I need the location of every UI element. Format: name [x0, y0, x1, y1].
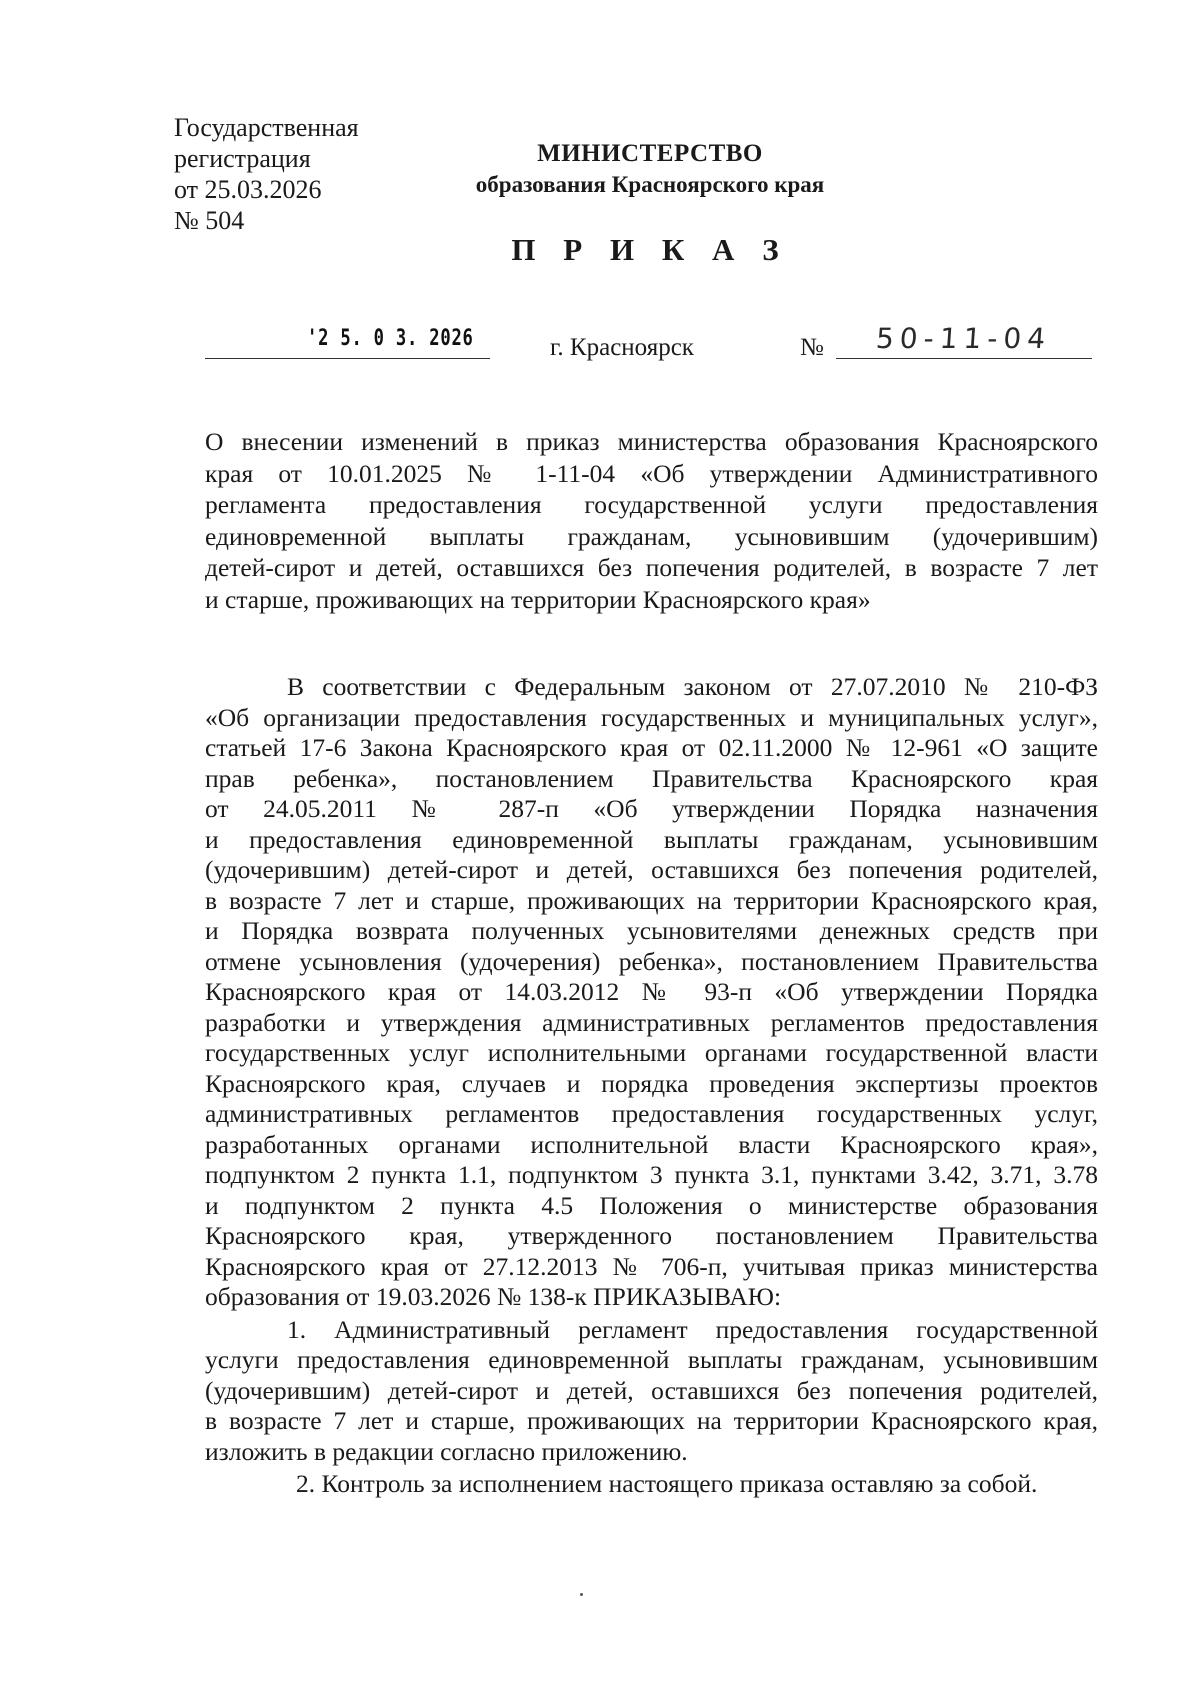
order-body	[205, 672, 1098, 1500]
ministry-title: МИНИСТЕРСТВО	[537, 140, 763, 167]
body-line: разработки и утверждения административных регламентов предоставления	[205, 1007, 1098, 1037]
item-line: услуги предоставления единовременной выплаты гражданам, усыновившим	[205, 1345, 1098, 1374]
date-field	[205, 328, 490, 359]
body-line: подпунктом 2 пункта 1.1, подпунктом 3 пункта 3.1, пунктами 3.42, 3.71, 3.78	[205, 1160, 1098, 1189]
registration-line: Государственная	[174, 113, 359, 142]
body-line: и предоставления единовременной выплаты гражданам, усыновившим	[205, 824, 1098, 854]
body-line: и Порядка возврата полученных усыновителями денежных средств при	[205, 916, 1098, 945]
registration-line: регистрация	[174, 144, 311, 173]
item-line: в возрасте 7 лет и старше, проживающих на территории Красноярского края,	[205, 1406, 1098, 1435]
body-line: «Об организации предоставления государственных и муниципальных услуг»,	[205, 702, 1098, 732]
item-line: изложить в редакции согласно приложению.	[205, 1436, 688, 1466]
subject-line: регламента предоставления государственной услуги предоставления	[205, 490, 1098, 519]
body-line: статьей 17-6 Закона Красноярского края от 02.11.2000 № 12-961 «О защите	[205, 733, 1098, 762]
registration-date: от 25.03.2026	[174, 175, 322, 204]
order-date-stamp: '2 5. 0 3. 2026	[307, 326, 474, 351]
subject-line: детей-сирот и детей, оставшихся без попечения родителей, в возрасте 7 лет	[205, 553, 1098, 582]
item-line: (удочерившим) детей-сирот и детей, оставшихся без попечения родителей,	[205, 1375, 1098, 1405]
body-line: Красноярского края, утвержденного постановлением Правительства	[205, 1221, 1098, 1250]
order-number-handwritten: 50-11-04	[874, 322, 1053, 355]
body-line: (удочерившим) детей-сирот и детей, оставшихся без попечения родителей,	[205, 855, 1098, 884]
registration-number: № 504	[174, 206, 245, 235]
city-name: г. Красноярск	[550, 334, 694, 361]
scan-speck	[580, 1593, 583, 1596]
body-line: в возрасте 7 лет и старше, проживающих на территории Красноярского края,	[205, 885, 1098, 915]
item-line: 2. Контроль за исполнением настоящего приказа оставляю за собой.	[296, 1469, 1038, 1498]
subject-line: края от 10.01.2025 № 1-11-04 «Об утверждении Административного	[205, 458, 1098, 488]
body-line: государственных услуг исполнительными органами государственной власти	[205, 1038, 1098, 1067]
body-line: В соответствии с Федеральным законом от 27.07.2010 № 210-ФЗ	[287, 672, 1098, 701]
document-type-title: П Р И К А З	[511, 232, 789, 267]
item-line: 1. Административный регламент предоставления государственной	[287, 1314, 1098, 1344]
body-line: Красноярского края, случаев и порядка проведения экспертизы проектов	[205, 1068, 1098, 1098]
order-item-2	[205, 1469, 1098, 1500]
body-line: отмене усыновления (удочерения) ребенка», постановлением Правительства	[205, 946, 1098, 976]
body-line: Красноярского края от 14.03.2012 № 93-п «Об утверждении Порядка	[205, 977, 1098, 1006]
body-line: административных регламентов предоставления государственных услуг,	[205, 1099, 1098, 1128]
body-line: и подпунктом 2 пункта 4.5 Положения о министерстве образования	[205, 1190, 1098, 1220]
subject-line: и старше, проживающих на территории Красноярского края»	[205, 584, 871, 614]
body-line: Красноярского края от 27.12.2013 № 706-п, учитывая приказ министерства	[205, 1251, 1098, 1281]
subject-line: О внесении изменений в приказ министерства образования Красноярского	[205, 427, 1098, 456]
body-line: от 24.05.2011 № 287-п «Об утверждении Порядка назначения	[205, 794, 1098, 823]
body-line: прав ребенка», постановлением Правительства Красноярского края	[205, 763, 1098, 793]
order-item-1	[205, 1315, 1098, 1468]
body-line: разработанных органами исполнительной власти Красноярского края»,	[205, 1129, 1098, 1159]
ministry-subtitle: образования Красноярского края	[475, 172, 825, 197]
number-field	[836, 322, 1092, 359]
order-subject	[205, 426, 1098, 615]
registration-block	[174, 112, 359, 236]
body-line: образования от 19.03.2026 № 138-к ПРИКАЗЫВАЮ:	[205, 1282, 782, 1311]
subject-line: единовременной выплаты гражданам, усыновившим (удочерившим)	[205, 521, 1098, 551]
number-sign: №	[800, 334, 824, 361]
